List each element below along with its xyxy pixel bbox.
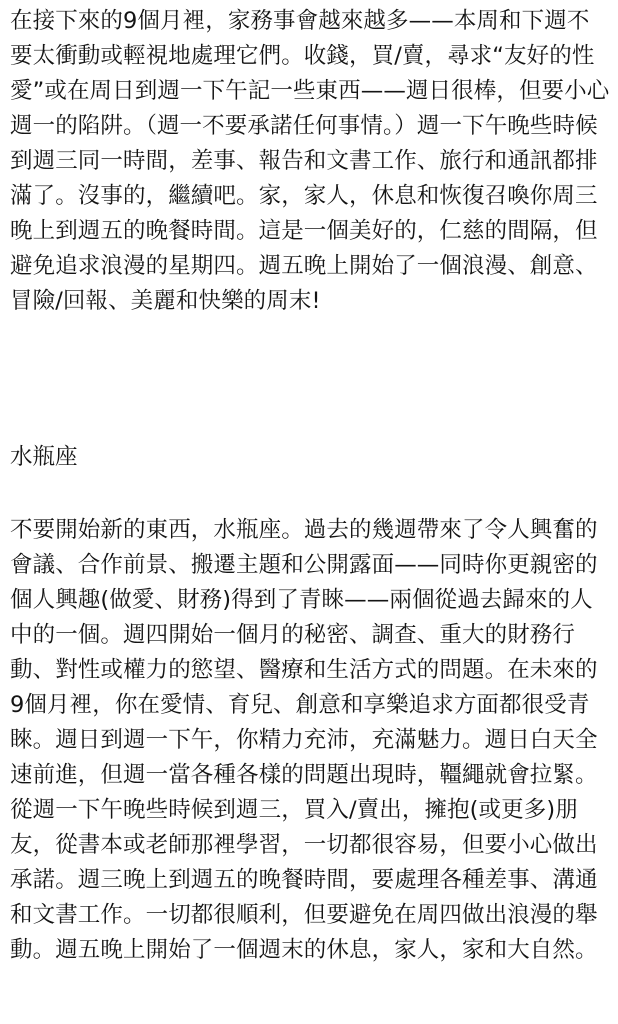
sign-heading: 水瓶座 <box>10 444 78 470</box>
intro-paragraph: 在接下來的9個月裡，家務事會越來越多——本周和下週不要太衝動或輕視地處理它們。收錢，買/賣，尋求“友好的性愛”或在周日到週一下午記一些東西——週日很棒，但要小心週一的陷阱。（週一不要承諾任何事情。）週一下午晚些時候到週三同一時間，差事、報告和文書工作、旅行和通訊都排滿了。沒事的，繼續吧。家，家人，休息和恢復召喚你周三晚上到週五的晚餐時間。這是一個美好的，仁慈的間隔，但避免追求浪漫的星期四。週五晚上開始了一個浪漫、創意、冒險/回報、美麗和快樂的周末! <box>10 8 610 314</box>
sign-paragraph: 不要開始新的東西，水瓶座。過去的幾週帶來了令人興奮的會議、合作前景、搬遷主題和公開露面——同時你更親密的個人興趣(做愛、財務)得到了青睞——兩個從過去歸來的人中的一個。週四開始一個月的秘密、調查、重大的財務行動、對性或權力的慾望、醫療和生活方式的問題。在未來的9個月裡，你在愛情、育兒、創意和享樂追求方面都很受青睞。週日到週一下午，你精力充沛，充滿魅力。週日白天全速前進，但週一當各種各樣的問題出現時，韁繩就會拉緊。從週一下午晚些時候到週三，買入/賣出，擁抱(或更多)朋友，從書本或老師那裡學習，一切都很容易，但要小心做出承諾。週三晚上到週五的晚餐時間，要處理各種差事、溝通和文書工作。一切都很順利，但要避免在周四做出浪漫的舉動。週五晚上開始了一個週末的休息，家人，家和大自然。 <box>10 517 598 963</box>
